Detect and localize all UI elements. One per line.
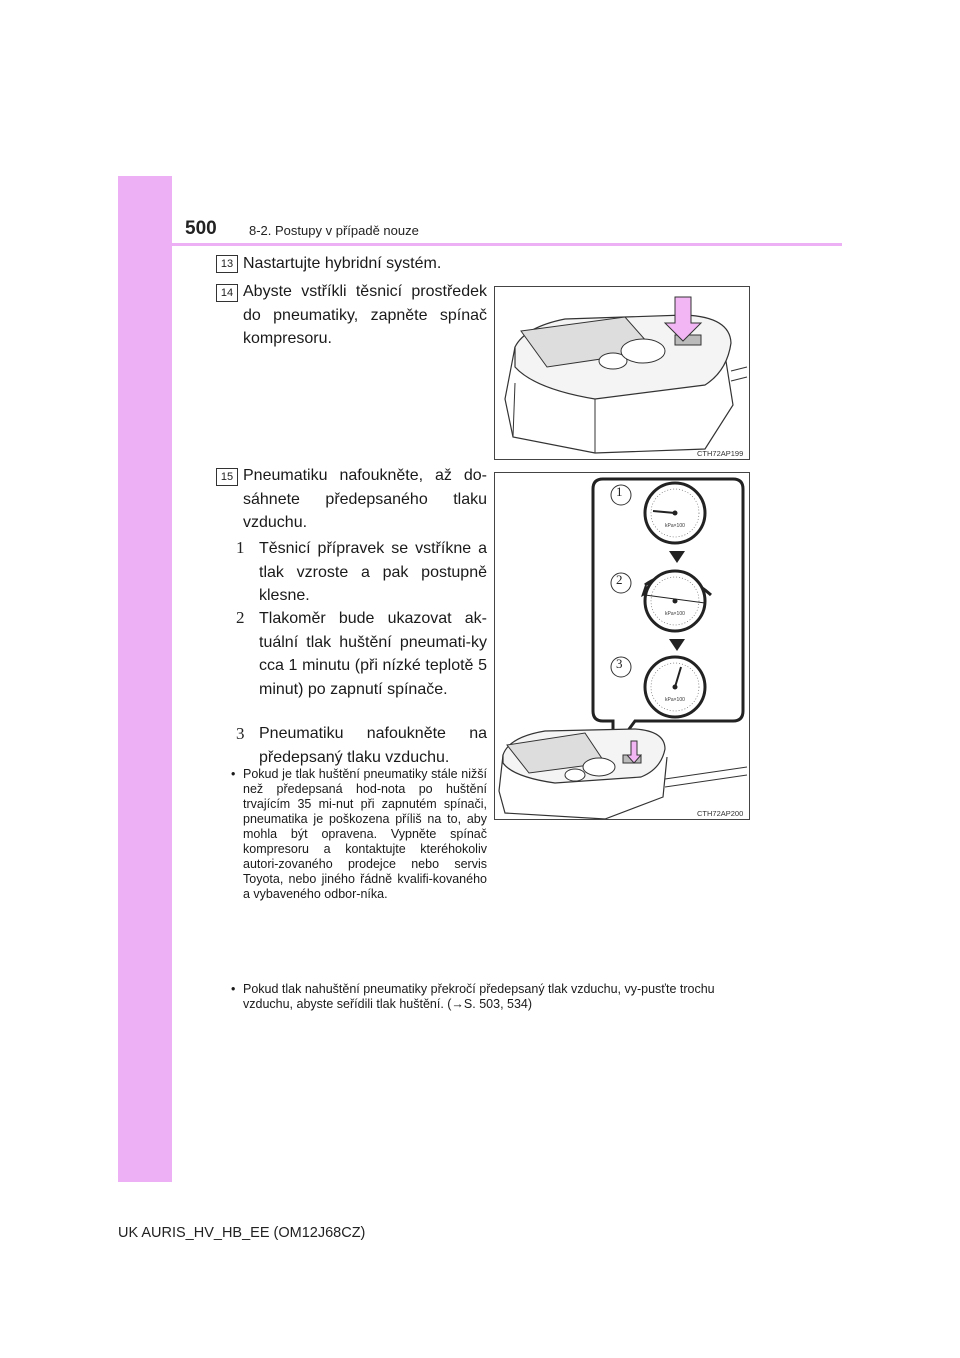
gauges-illustration <box>495 473 749 819</box>
step-13-marker: 13 <box>216 255 238 273</box>
figure-compressor-switch <box>494 286 750 460</box>
step-14-marker: 14 <box>216 284 238 302</box>
step-14-text: Abyste vstříkli těsnicí prostředek do pneumatiky, zapněte spínač kompresoru. <box>243 283 487 347</box>
substep-3-number: 3 <box>236 724 245 743</box>
section-title: 8-2. Postupy v případě nouze <box>249 223 419 238</box>
gauge-callout-3: 3 <box>616 656 623 671</box>
page-number: 500 <box>185 218 217 239</box>
note-1-text: Pokud je tlak huštění pneumatiky stále nižší než předepsaná hod-nota po huštění trvajícím 35 mi-nut při zapnutém spínači, pneumatika je poškozena příliš na to, aby mohla být opravena. Vypněte spínač kompresoru a kontaktujte kteréhokoliv autori-zovaného prodejce nebo servis Toyota, nebo jiného řádně kvalifi-kovaného a vybaveného odbor-níka. <box>243 767 487 901</box>
note-2-bullet: • <box>231 982 236 996</box>
substep-3-text: Pneumatiku nafoukněte na předepsaný tlaku vzduchu. <box>259 725 487 766</box>
note-1 <box>231 767 487 902</box>
substep-2-number: 2 <box>236 608 245 627</box>
footer-doc-id: UK AURIS_HV_HB_EE (OM12J68CZ) <box>118 1225 366 1241</box>
header-rule <box>118 243 842 246</box>
substep-1-number: 1 <box>236 538 245 557</box>
figure-pressure-gauges <box>494 472 750 820</box>
step-15-text: Pneumatiku nafoukněte, až do-sáhnete předepsaného tlaku vzduchu. <box>243 467 487 531</box>
compressor-illustration <box>495 287 749 459</box>
figure-2-code: CTH72AP200 <box>697 809 744 818</box>
gauge-callout-1: 1 <box>616 484 623 499</box>
substep-2-text: Tlakoměr bude ukazovat ak-tuální tlak huštění pneumati-ky cca 1 minutu (při nízké teplotě 5 minut) po zapnutí spínače. <box>259 610 487 698</box>
figure-1-code: CTH72AP199 <box>697 449 744 458</box>
note-2-text: Pokud tlak nahuštění pneumatiky překročí předepsaný tlak vzduchu, vy-pusťte trochu vzduchu, abyste seřídili tlak huštění. (→S. 503, 534) <box>243 982 715 1011</box>
substep-1-text: Těsnicí přípravek se vstříkne a tlak vzroste a pak postupně klesne. <box>259 540 487 604</box>
gauge-1-unit: kPa×100 <box>665 523 685 529</box>
chapter-sidebar-tab <box>118 176 172 1182</box>
step-13-text: Nastartujte hybridní systém. <box>243 255 442 272</box>
gauge-callout-2: 2 <box>616 572 623 587</box>
note-2 <box>231 982 743 1012</box>
gauge-3-unit: kPa×100 <box>665 697 685 703</box>
gauge-2-unit: kPa×100 <box>665 611 685 617</box>
step-15-marker: 15 <box>216 468 238 486</box>
note-1-bullet: • <box>231 767 236 781</box>
